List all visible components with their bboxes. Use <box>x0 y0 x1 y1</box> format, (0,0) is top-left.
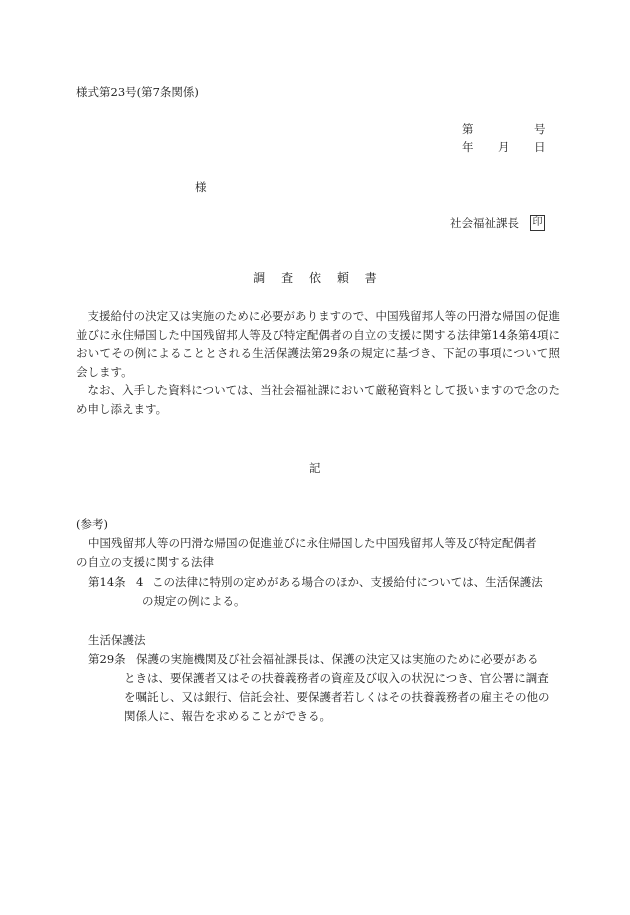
law2-text-line: 関係人に、報告を求めることができる。 <box>124 709 331 723</box>
law2-article-number: 第29条 <box>88 652 126 666</box>
number-suffix: 号 <box>534 122 546 136</box>
date-year: 年 <box>462 140 474 154</box>
reference-heading: (参考) <box>76 517 108 531</box>
title-char: 頼 <box>336 271 349 285</box>
law1-paragraph-number: 4 <box>136 575 144 589</box>
law1-title-line: 中国残留邦人等の円滑な帰国の促進並びに永住帰国した中国残留邦人等及び特定配偶者 <box>88 536 537 550</box>
law1-title-line: の自立の支援に関する法律 <box>76 555 214 569</box>
body-paragraph-confidential: なお、入手した資料については、当社会福祉課において厳秘資料として扱いますので念のため申し添えます。 <box>76 383 560 416</box>
ki-heading: 記 <box>309 461 321 475</box>
number-prefix: 第 <box>462 122 474 136</box>
law1-text-line: の規定の例による。 <box>142 594 246 608</box>
law2-title: 生活保護法 <box>88 633 146 647</box>
law2-text-line: を嘱託し、又は銀行、信託会社、要保護者若しくはその扶養義務者の雇主その他の <box>124 690 550 704</box>
form-id: 様式第23号(第7条関係) <box>76 85 199 99</box>
title-char: 書 <box>364 271 377 285</box>
law2-text-line: 保護の実施機関及び社会福祉課長は、保護の決定又は実施のために必要がある <box>136 652 539 666</box>
title-char: 調 <box>253 271 266 285</box>
law1-text-line: この法律に特別の定めがある場合のほか、支援給付については、生活保護法 <box>152 575 543 589</box>
seal-mark: 印 <box>530 215 545 231</box>
date-month: 月 <box>498 140 510 154</box>
date-day: 日 <box>534 140 546 154</box>
title-char: 依 <box>308 271 321 285</box>
law1-article-number: 第14条 <box>88 575 126 589</box>
body-paragraph-request: 支援給付の決定又は実施のために必要がありますので、中国残留邦人等の円滑な帰国の促進並びに永住帰国した中国残留邦人等及び特定配偶者の自立の支援に関する法律第14条第4項においてその例によることとされる生活保護法第29条の規定に基づき、下記の事項について照会します。 <box>76 309 560 379</box>
law2-text-line: ときは、要保護者又はその扶養義務者の資産及び収入の状況につき、官公署に調査 <box>124 671 549 685</box>
addressee-suffix: 様 <box>195 180 207 194</box>
document-title <box>0 271 630 285</box>
title-char: 査 <box>281 271 294 285</box>
sender-title: 社会福祉課長 <box>450 216 519 230</box>
